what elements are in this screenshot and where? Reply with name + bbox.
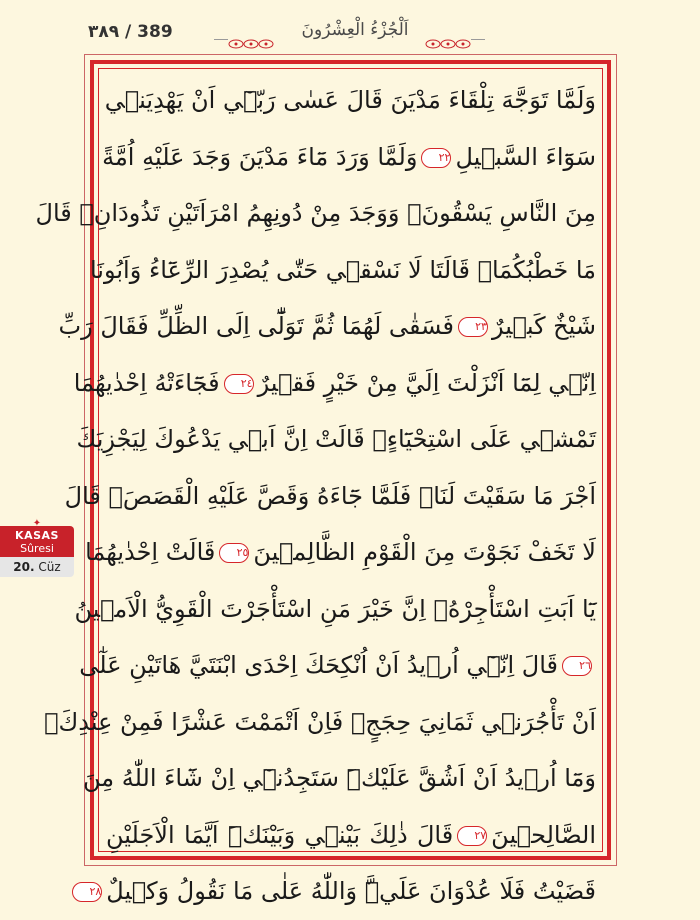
verse-text: فَجَٓاءَتْهُ اِحْدٰيهُمَا <box>73 368 220 397</box>
verse-text: تَمْش۪ي عَلَى اسْتِحْيَٓاءٍۘ قَالَتْ اِنَّ اَب۪ي يَدْعُوكَ لِيَجْزِيَكَ <box>76 425 596 453</box>
text-line <box>76 411 596 468</box>
header-rule-left <box>214 39 228 40</box>
sura-name: KASAS <box>15 529 59 542</box>
header-title: اَلْجُزْءُ الْعِشْرُونَ <box>301 20 409 40</box>
text-line <box>106 72 596 129</box>
verse-text: قَالَتْ اِحْدٰيهُمَا <box>85 538 216 566</box>
text-line <box>58 298 596 355</box>
verse-text: لَا تَخَفْ نَجَوْتَ مِنَ الْقَوْمِ الظَّالِم۪ينَ <box>253 538 596 566</box>
verse-text: وَلَمَّا وَرَدَ مَٓاءَ مَدْيَنَ وَجَدَ عَلَيْهِ اُمَّةً <box>102 142 418 171</box>
header-rule-right <box>471 39 485 40</box>
text-line <box>79 637 596 694</box>
verse-number-marker: ٢٢ <box>421 148 451 168</box>
text-line <box>64 468 596 525</box>
juz-box <box>0 557 74 577</box>
verse-text: فَسَقٰى لَهُمَا ثُمَّ تَوَلّٰٓى اِلَى الظِّلِّ فَقَالَ رَبِّ <box>58 312 454 340</box>
juz-label: Cüz <box>38 560 61 574</box>
verse-text: وَمَٓا اُر۪يدُ اَنْ اَشُقَّ عَلَيْكَۜ سَتَجِدُن۪ٓي اِنْ شَٓاءَ اللّٰهُ مِنَ <box>82 764 596 792</box>
verse-number-marker: ٢٧ <box>457 826 487 846</box>
text-line <box>89 863 596 920</box>
text-line <box>85 524 596 581</box>
verse-text: وَلَمَّا تَوَجَّهَ تِلْقَاءَ مَدْيَنَ قَالَ عَسٰى رَبّ۪ٓي اَنْ يَهْدِيَن۪ي <box>104 86 596 114</box>
verse-number-marker: ٢٤ <box>224 374 254 394</box>
header-ornament-left <box>228 34 274 44</box>
page-number: ٣٨٩ / 389 <box>88 22 173 42</box>
header-ornament-right <box>425 34 471 44</box>
text-line <box>35 185 596 242</box>
verse-text: اَنْ تَأْجُرَن۪ي ثَمَانِيَ حِجَجٍۚ فَاِنْ اَتْمَمْتَ عَشْرًا فَمِنْ عِنْدِكَۚ <box>44 707 596 736</box>
text-line <box>44 694 596 751</box>
text-line <box>73 355 596 412</box>
verse-text: مَا خَطْبُكُمَاۜ قَالَتَا لَا نَسْق۪ي حَتّٰى يُصْدِرَ الرِّعَٓاءُ وَاَبُونَا <box>89 255 596 284</box>
text-line <box>106 807 596 864</box>
sura-name-box <box>0 526 74 557</box>
verse-text: شَيْخٌ كَب۪يرٌ <box>491 312 596 340</box>
text-line <box>102 129 596 186</box>
verse-text: يَٓا اَبَتِ اسْتَأْجِرْهُۘ اِنَّ خَيْرَ مَنِ اسْتَأْجَرْتَ الْقَوِيُّ الْاَم۪ينُ <box>74 594 596 623</box>
verse-text: اَجْرَ مَا سَقَيْتَ لَنَاۜ فَلَمَّا جَٓاءَهُ وَقَصَّ عَلَيْهِ الْقَصَصَۙ قَالَ <box>64 481 596 510</box>
verse-number-marker: ٢٨ <box>72 882 102 902</box>
text-line <box>82 750 596 807</box>
sura-tab-mark-icon: ✦ <box>32 518 42 529</box>
verse-text: الصَّالِح۪ينَ <box>491 820 596 849</box>
verse-text: اِنّ۪ي لِمَٓا اَنْزَلْتَ اِلَيَّ مِنْ خَيْرٍ فَق۪يرٌ <box>257 368 596 397</box>
verse-number-marker: ٢٦ <box>562 656 592 676</box>
verse-text: سَوَٓاءَ السَّب۪يلِ <box>455 142 596 171</box>
text-line <box>89 242 596 299</box>
verse-text: قَالَ اِنّ۪ٓي اُر۪يدُ اَنْ اُنْكِحَكَ اِحْدَى ابْنَتَيَّ هَاتَيْنِ عَلٰٓى <box>79 651 558 679</box>
sura-label: Sûresi <box>20 542 54 555</box>
verse-text: قَضَيْتُ فَلَا عُدْوَانَ عَلَيَّۜ وَاللّٰهُ عَلٰى مَا نَقُولُ وَك۪يلٌ <box>106 877 596 905</box>
verse-text: قَالَ ذٰلِكَ بَيْن۪ي وَبَيْنَكَۜ اَيَّمَا الْاَجَلَيْنِ <box>106 820 454 849</box>
verse-text: مِنَ النَّاسِ يَسْقُونَۘ وَوَجَدَ مِنْ دُونِهِمُ امْرَاَتَيْنِ تَذُودَانِۚ قَالَ <box>35 199 596 227</box>
sura-side-tab[interactable] <box>0 518 74 577</box>
juz-number: 20. <box>13 560 35 574</box>
text-line <box>74 581 596 638</box>
verse-number-marker: ٢٣ <box>458 317 488 337</box>
verse-number-marker: ٢٥ <box>219 543 249 563</box>
